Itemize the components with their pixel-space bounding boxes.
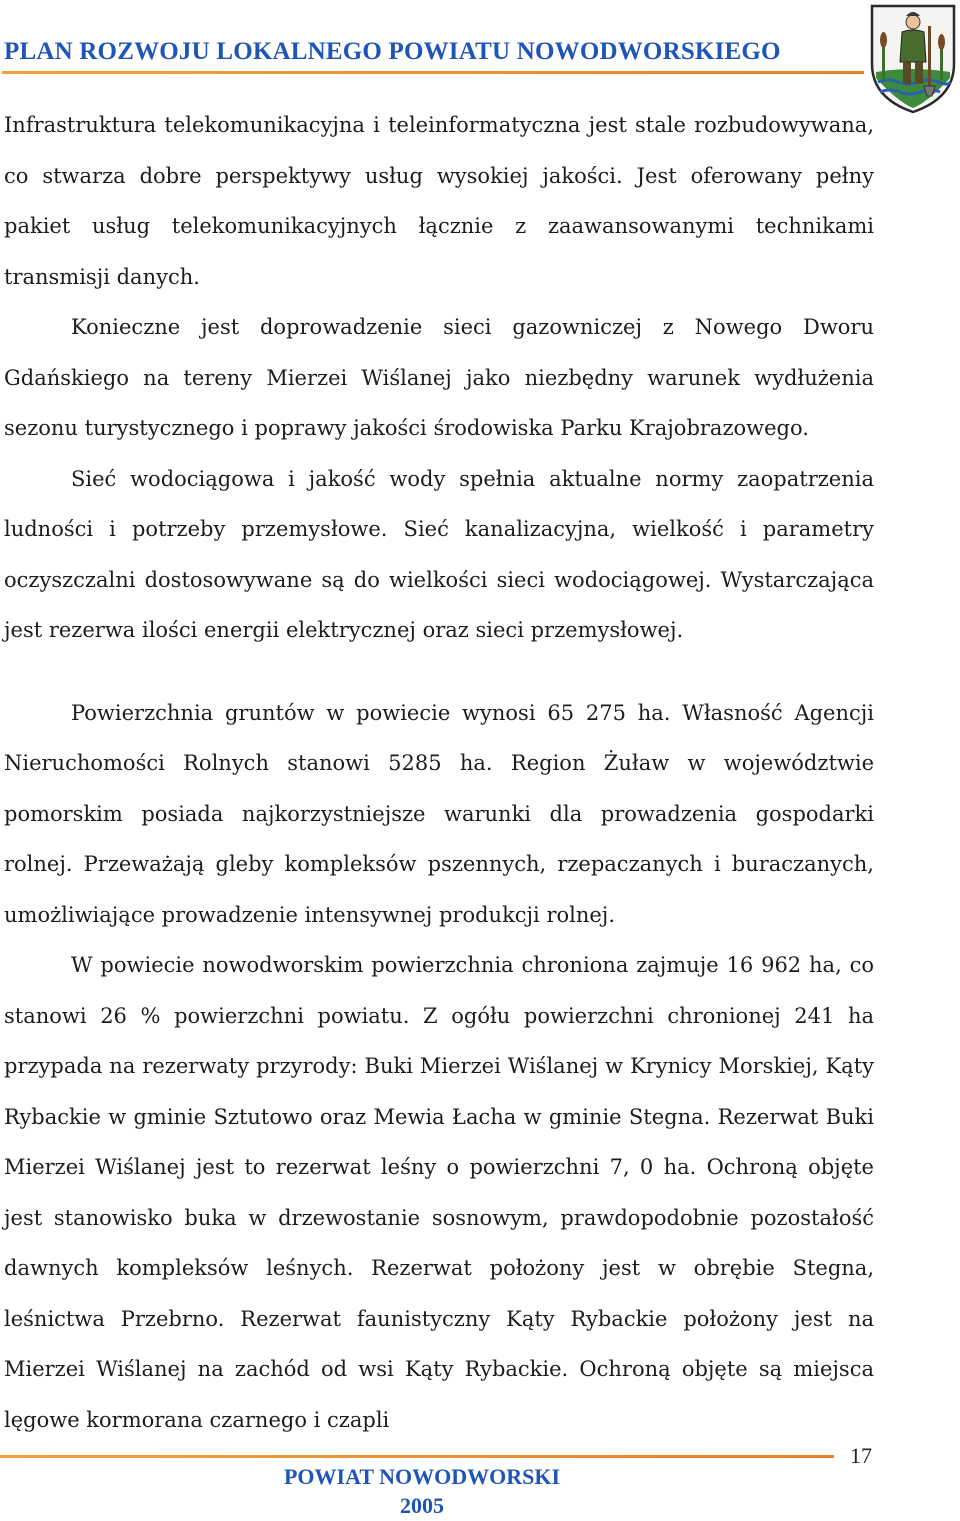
paragraph-water-network: Sieć wodociągowa i jakość wody spełnia aktualne normy zaopatrzenia ludności i potrzeby przemysłowe. Sieć kanalizacyjna, wielkość i parametry oczyszczalni dostosowywane są do wielkości sieci wodociągowej. Wystarczająca jest rezerwa ilości energii elektrycznej oraz sieci przemysłowej. [4, 466, 874, 642]
paragraph-gas-network: Konieczne jest doprowadzenie sieci gazowniczej z Nowego Dworu Gdańskiego na tereny Mierzei Wiślanej jako niezbędny warunek wydłużenia sezonu turystycznego i poprawy jakości środowiska Parku Krajobrazowego. [4, 315, 874, 440]
paragraph-land-area: Powierzchnia gruntów w powiecie wynosi 65 275 ha. Własność Agencji Nieruchomości Rolnych stanowi 5285 ha. Region Żuław w województwie pomorskim posiada najkorzystniejsze warunki dla prowadzenia gospodarki rolnej. Przeważają gleby kompleksów pszennych, rzepaczanych i buraczanych, umożliwiające prowadzenie intensywnej produkcji rolnej. [4, 700, 874, 927]
coat-of-arms-icon [868, 2, 958, 114]
document-body [4, 100, 874, 1445]
header-divider [2, 71, 864, 74]
paragraph-gap [4, 656, 874, 688]
paragraph-telecom: Infrastruktura telekomunikacyjna i teleinformatyczna jest stale rozbudowywana, co stwarza dobre perspektywy usług wysokiej jakości. Jest oferowany pełny pakiet usług telekomunikacyjnych łącznie z zaawansowanymi technikami transmisji danych. [4, 113, 874, 289]
page-header-title: PLAN ROZWOJU LOKALNEGO POWIATU NOWODWORSKIEGO [4, 38, 781, 65]
page-footer [0, 1462, 844, 1520]
footer-org-name: POWIAT NOWODWORSKI [283, 1464, 561, 1489]
paragraph-protected-area: W powiecie nowodworskim powierzchnia chroniona zajmuje 16 962 ha, co stanowi 26 % powierzchni powiatu. Z ogółu powierzchni chronionej 241 ha przypada na rezerwaty przyrody: Buki Mierzei Wiślanej w Krynicy Morskiej, Kąty Rybackie w gminie Sztutowo oraz Mewia Łacha w gminie Stegna. Rezerwat Buki Mierzei Wiślanej jest to rezerwat leśny o powierzchni 7, 0 ha. Ochroną objęte jest stanowisko buka w drzewostanie sosnowym, prawdopodobnie pozostałość dawnych kompleksów leśnych. Rezerwat położony jest w obrębie Stegna, leśnictwa Przebrno. Rezerwat faunistyczny Kąty Rybackie położony jest na Mierzei Wiślanej na zachód od wsi Kąty Rybackie. Ochroną objęte są miejsca lęgowe kormorana czarnego i czapli [4, 953, 874, 1432]
footer-divider [0, 1455, 834, 1458]
page-number: 17 [850, 1443, 872, 1468]
footer-year: 2005 [400, 1493, 444, 1518]
